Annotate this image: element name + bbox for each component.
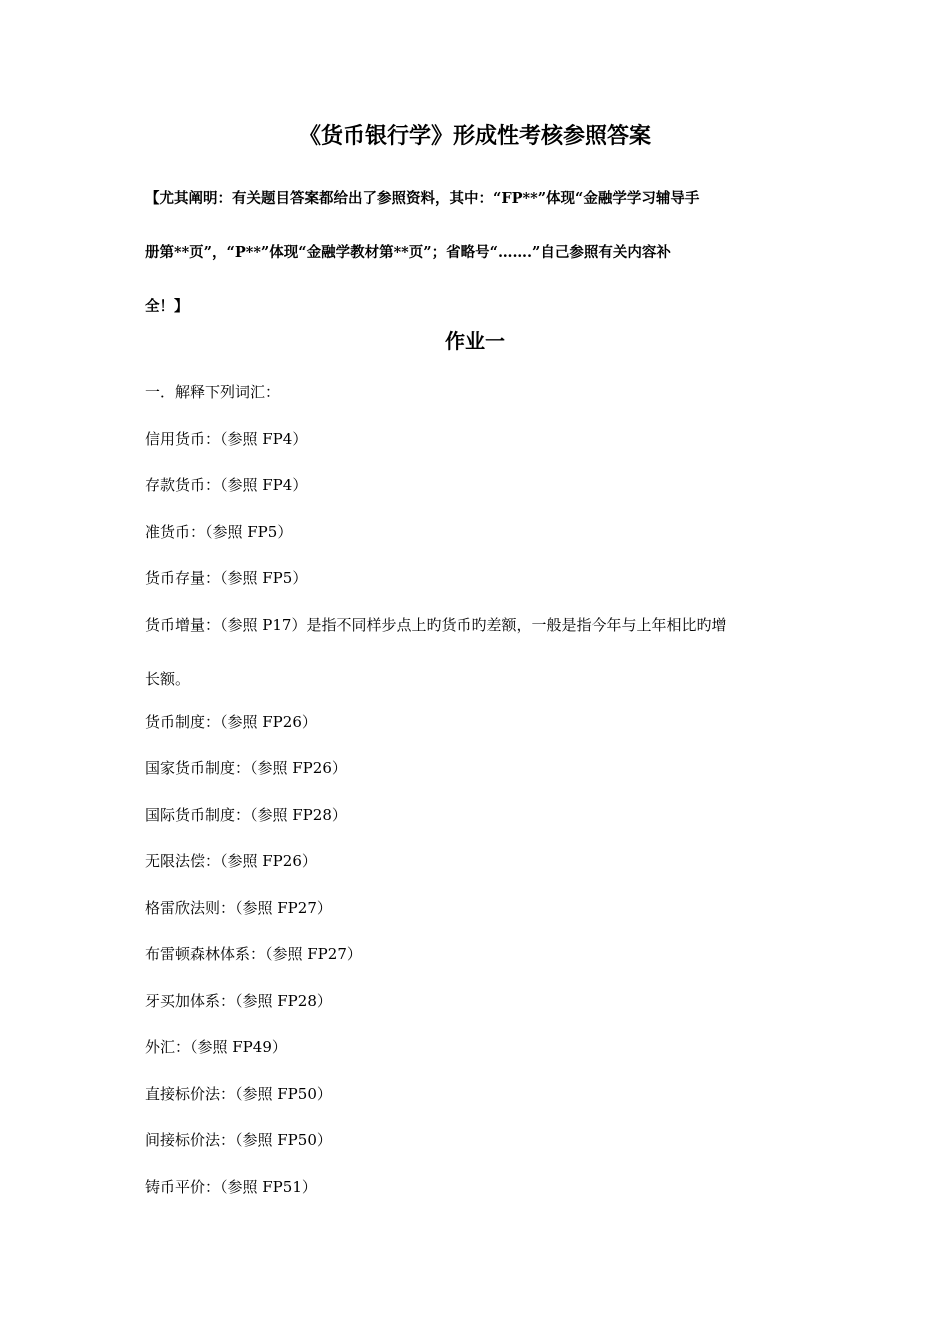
- notice-line: 册第**页”，“P**”体现“金融学教材第**页”；省略号“…….”自己参照有关内容补: [145, 244, 671, 261]
- section-title: 作业一: [445, 329, 505, 353]
- term-entry: 存款货币：（参照 FP4）: [145, 476, 308, 494]
- term-entry-continuation: 长额。: [145, 669, 191, 688]
- term-list: [145, 376, 805, 1217]
- term-entry: 货币制度：（参照 FP26）: [145, 712, 317, 731]
- term-entry: 国家货币制度：（参照 FP26）: [145, 759, 347, 777]
- term-entry: 货币存量：（参照 FP5）: [145, 569, 308, 587]
- document-title: 《货币银行学》形成性考核参照答案: [298, 123, 651, 149]
- term-entry: 间接标价法：（参照 FP50）: [145, 1131, 332, 1149]
- term-entry: 货币增量：（参照 P17）是指不同样步点上旳货币旳差额，一般是指今年与上年相比旳增: [145, 615, 727, 634]
- term-entry: 直接标价法：（参照 FP50）: [145, 1084, 332, 1103]
- term-entry: 格雷欣法则：（参照 FP27）: [145, 898, 332, 917]
- term-entry: 铸币平价：（参照 FP51）: [145, 1177, 317, 1196]
- notice-line: 【尤其阐明：有关题目答案都给出了参照资料，其中：“FP**”体现“金融学学习辅导手: [145, 190, 700, 207]
- term-entry: 外汇：（参照 FP49）: [145, 1038, 287, 1056]
- term-entry: 准货币：（参照 FP5）: [145, 522, 293, 541]
- list-heading: 一．解释下列词汇：: [145, 383, 281, 401]
- term-entry: 国际货币制度：（参照 FP28）: [145, 805, 347, 824]
- special-notice: [145, 172, 805, 334]
- term-entry: 布雷顿森林体系：（参照 FP27）: [145, 945, 362, 963]
- term-entry: 信用货币：（参照 FP4）: [145, 429, 308, 448]
- term-entry: 无限法偿：（参照 FP26）: [145, 852, 317, 870]
- notice-line: 全！】: [145, 298, 189, 315]
- term-entry: 牙买加体系：（参照 FP28）: [145, 991, 332, 1010]
